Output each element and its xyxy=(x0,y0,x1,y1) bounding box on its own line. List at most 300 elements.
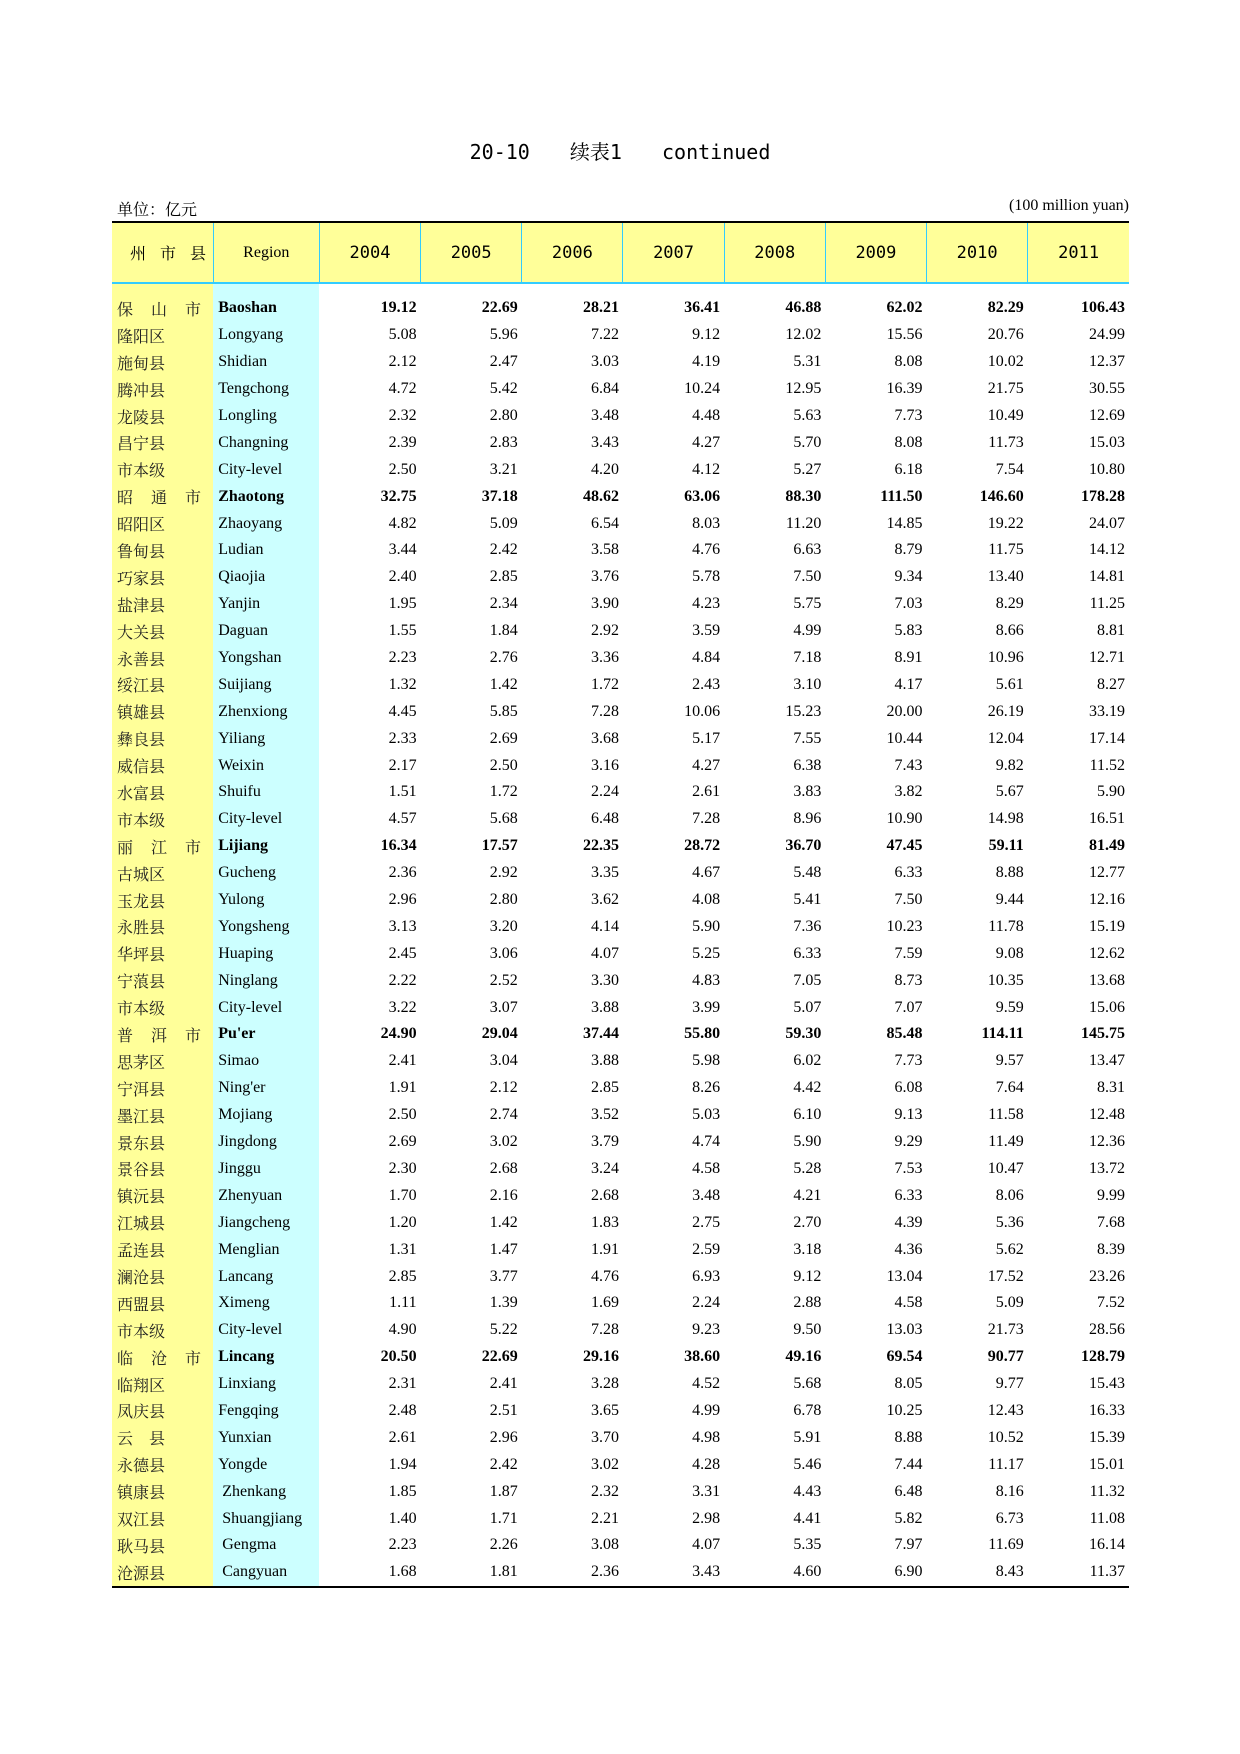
value-cell: 16.51 xyxy=(1089,810,1125,828)
value-cell: 5.35 xyxy=(793,1536,822,1554)
region-name-cn: 华坪县 xyxy=(112,940,213,967)
value-cell: 1.40 xyxy=(388,1509,417,1527)
value-cell: 2.45 xyxy=(388,944,417,962)
value-cell: 3.65 xyxy=(590,1401,619,1419)
value-cell: 8.88 xyxy=(894,1428,923,1446)
value-cell: 3.70 xyxy=(590,1428,619,1446)
value-cell: 10.25 xyxy=(886,1401,923,1419)
value-cell: 13.47 xyxy=(1089,1052,1125,1070)
region-name-cn: 墨江县 xyxy=(112,1102,213,1129)
value-cell: 3.90 xyxy=(590,595,619,613)
region-name-en: City-level xyxy=(213,994,319,1021)
table-row xyxy=(112,456,1129,483)
value-cell: 7.68 xyxy=(1097,1213,1125,1231)
value-cell: 4.27 xyxy=(692,433,721,451)
value-cell: 12.95 xyxy=(785,380,822,398)
value-cell: 2.96 xyxy=(489,1428,518,1446)
region-name-cn: 云 县 xyxy=(112,1424,213,1451)
value-cell: 15.06 xyxy=(1089,998,1125,1016)
region-name-en: Jingdong xyxy=(213,1129,319,1156)
value-cell: 7.73 xyxy=(894,1052,923,1070)
value-cell: 2.59 xyxy=(692,1240,721,1258)
region-name-en: Ludian xyxy=(213,537,319,564)
value-cell: 4.58 xyxy=(894,1294,923,1312)
table-row xyxy=(112,1505,1129,1532)
value-cell: 8.08 xyxy=(894,433,923,451)
value-cell: 7.64 xyxy=(995,1079,1024,1097)
region-name-cn: 永胜县 xyxy=(112,913,213,940)
prefecture-total-row xyxy=(112,1344,1129,1371)
value-cell: 2.42 xyxy=(489,1455,518,1473)
value-cell: 3.76 xyxy=(590,568,619,586)
value-cell: 8.27 xyxy=(1097,675,1125,693)
value-cell: 4.52 xyxy=(692,1375,721,1393)
value-cell: 8.06 xyxy=(995,1186,1024,1204)
region-name-en: Longyang xyxy=(213,322,319,349)
value-cell: 1.39 xyxy=(489,1294,518,1312)
value-cell: 20.76 xyxy=(987,326,1024,344)
value-cell: 1.11 xyxy=(389,1294,417,1312)
value-cell: 2.68 xyxy=(489,1159,518,1177)
table-row xyxy=(112,994,1129,1021)
value-cell: 63.06 xyxy=(684,487,721,505)
table-row xyxy=(112,1559,1129,1587)
value-cell: 16.33 xyxy=(1089,1401,1125,1419)
value-cell: 3.58 xyxy=(590,541,619,559)
value-cell: 11.25 xyxy=(1089,595,1125,613)
value-cell: 3.21 xyxy=(489,460,518,478)
value-cell: 11.78 xyxy=(988,917,1024,935)
value-cell: 3.99 xyxy=(692,998,721,1016)
value-cell: 48.62 xyxy=(582,487,619,505)
value-cell: 11.20 xyxy=(785,514,822,532)
value-cell: 6.33 xyxy=(894,864,923,882)
value-cell: 62.02 xyxy=(886,299,923,317)
value-cell: 8.96 xyxy=(793,810,822,828)
value-cell: 8.16 xyxy=(995,1482,1024,1500)
value-cell: 4.72 xyxy=(388,380,417,398)
header-region-en: Region xyxy=(213,222,319,283)
value-cell: 8.73 xyxy=(894,971,923,989)
value-cell: 11.69 xyxy=(988,1536,1024,1554)
value-cell: 13.03 xyxy=(886,1321,923,1339)
value-cell: 1.32 xyxy=(388,675,417,693)
prefecture-total-row xyxy=(112,833,1129,860)
value-cell: 6.48 xyxy=(590,810,619,828)
value-cell: 9.44 xyxy=(995,891,1024,909)
value-cell: 6.48 xyxy=(894,1482,923,1500)
table-row xyxy=(112,1156,1129,1183)
value-cell: 2.83 xyxy=(489,433,518,451)
value-cell: 28.21 xyxy=(582,299,619,317)
value-cell: 6.84 xyxy=(590,380,619,398)
value-cell: 4.20 xyxy=(590,460,619,478)
value-cell: 2.41 xyxy=(388,1052,417,1070)
value-cell: 7.07 xyxy=(894,998,923,1016)
value-cell: 5.63 xyxy=(793,407,822,424)
value-cell: 12.02 xyxy=(785,326,822,344)
value-cell: 2.85 xyxy=(590,1079,619,1097)
value-cell: 1.42 xyxy=(489,675,518,693)
value-cell: 4.99 xyxy=(793,622,822,640)
region-name-cn: 临翔区 xyxy=(112,1371,213,1398)
value-cell: 8.03 xyxy=(692,514,721,532)
table-row xyxy=(112,1129,1129,1156)
value-cell: 6.54 xyxy=(590,514,619,532)
value-cell: 46.88 xyxy=(785,299,822,317)
region-name-cn: 景东县 xyxy=(112,1129,213,1156)
region-name-en: Qiaojia xyxy=(213,564,319,591)
region-name-en: Jinggu xyxy=(213,1156,319,1183)
value-cell: 15.01 xyxy=(1089,1455,1125,1473)
value-cell: 16.34 xyxy=(380,837,417,855)
value-cell: 9.12 xyxy=(793,1267,822,1285)
value-cell: 5.67 xyxy=(995,783,1024,801)
value-cell: 2.80 xyxy=(489,891,518,909)
value-cell: 2.96 xyxy=(388,891,417,909)
region-name-en: Gengma xyxy=(213,1532,319,1559)
value-cell: 13.40 xyxy=(987,568,1024,586)
value-cell: 4.82 xyxy=(388,514,417,532)
value-cell: 4.74 xyxy=(692,1133,721,1151)
region-name-en: Shuifu xyxy=(213,779,319,806)
region-name-en: Pu'er xyxy=(213,1021,319,1048)
region-name-cn: 临 沧 市 xyxy=(112,1344,213,1371)
value-cell: 9.29 xyxy=(894,1133,923,1151)
value-cell: 2.26 xyxy=(489,1536,518,1554)
value-cell: 5.27 xyxy=(793,460,822,478)
value-cell: 37.44 xyxy=(582,1025,619,1043)
value-cell: 3.44 xyxy=(388,541,417,559)
value-cell: 2.42 xyxy=(489,541,518,559)
value-cell: 13.72 xyxy=(1089,1159,1125,1177)
value-cell: 32.75 xyxy=(380,487,417,505)
region-name-cn: 西盟县 xyxy=(112,1290,213,1317)
value-cell: 14.12 xyxy=(1089,541,1125,559)
value-cell: 9.08 xyxy=(995,944,1024,962)
prefecture-total-row xyxy=(112,483,1129,510)
region-name-en: Linxiang xyxy=(213,1371,319,1398)
region-name-en: City-level xyxy=(213,456,319,483)
value-cell: 10.49 xyxy=(987,407,1024,424)
table-row xyxy=(112,1263,1129,1290)
value-cell: 2.69 xyxy=(489,729,518,747)
region-name-en: Baoshan xyxy=(213,295,319,322)
value-cell: 10.02 xyxy=(987,353,1024,371)
value-cell: 2.41 xyxy=(489,1375,518,1393)
value-cell: 49.16 xyxy=(785,1348,822,1366)
value-cell: 6.90 xyxy=(894,1563,923,1581)
value-cell: 5.48 xyxy=(793,864,822,882)
region-name-en: Ximeng xyxy=(213,1290,319,1317)
value-cell: 47.45 xyxy=(886,837,923,855)
value-cell: 7.28 xyxy=(590,1321,619,1339)
header-year: 2007 xyxy=(623,222,724,283)
value-cell: 2.40 xyxy=(388,568,417,586)
value-cell: 146.60 xyxy=(979,487,1024,505)
table-row xyxy=(112,725,1129,752)
value-cell: 7.50 xyxy=(894,891,923,909)
value-cell: 38.60 xyxy=(684,1348,721,1366)
table-row xyxy=(112,698,1129,725)
value-cell: 5.08 xyxy=(388,326,417,344)
header-year: 2004 xyxy=(319,222,420,283)
region-name-cn: 双江县 xyxy=(112,1505,213,1532)
region-name-en: Lijiang xyxy=(213,833,319,860)
value-cell: 1.69 xyxy=(590,1294,619,1312)
region-name-en: Yunxian xyxy=(213,1424,319,1451)
region-name-en: Shidian xyxy=(213,349,319,376)
region-name-cn: 市本级 xyxy=(112,1317,213,1344)
value-cell: 8.31 xyxy=(1097,1079,1125,1097)
region-name-en: Zhenyuan xyxy=(213,1182,319,1209)
region-name-cn: 水富县 xyxy=(112,779,213,806)
value-cell: 8.43 xyxy=(995,1563,1024,1581)
value-cell: 3.79 xyxy=(590,1133,619,1151)
value-cell: 2.24 xyxy=(590,783,619,801)
value-cell: 1.94 xyxy=(388,1455,417,1473)
value-cell: 4.42 xyxy=(793,1079,822,1097)
value-cell: 1.68 xyxy=(388,1563,417,1581)
value-cell: 7.22 xyxy=(590,326,619,344)
value-cell: 5.85 xyxy=(489,702,518,720)
region-name-en: Yanjin xyxy=(213,591,319,618)
value-cell: 11.52 xyxy=(1089,756,1125,774)
value-cell: 29.16 xyxy=(582,1348,619,1366)
value-cell: 2.39 xyxy=(388,433,417,451)
value-cell: 19.22 xyxy=(987,514,1024,532)
table-row xyxy=(112,967,1129,994)
value-cell: 13.04 xyxy=(886,1267,923,1285)
region-name-en: Yongsheng xyxy=(213,913,319,940)
value-cell: 15.56 xyxy=(886,326,923,344)
value-cell: 2.22 xyxy=(388,971,417,989)
value-cell: 7.05 xyxy=(793,971,822,989)
region-name-cn: 宁蒗县 xyxy=(112,967,213,994)
value-cell: 7.55 xyxy=(793,729,822,747)
value-cell: 3.02 xyxy=(489,1133,518,1151)
table-row xyxy=(112,322,1129,349)
value-cell: 7.18 xyxy=(793,649,822,667)
value-cell: 3.22 xyxy=(388,998,417,1016)
value-cell: 3.08 xyxy=(590,1536,619,1554)
value-cell: 7.36 xyxy=(793,917,822,935)
value-cell: 2.30 xyxy=(388,1159,417,1177)
header-row xyxy=(112,222,1129,283)
value-cell: 3.83 xyxy=(793,783,822,801)
value-cell: 3.62 xyxy=(590,891,619,909)
value-cell: 7.52 xyxy=(1097,1294,1125,1312)
table-body xyxy=(112,283,1129,1587)
value-cell: 24.90 xyxy=(380,1025,417,1043)
statistics-table xyxy=(112,221,1129,1588)
region-name-cn: 孟连县 xyxy=(112,1236,213,1263)
value-cell: 30.55 xyxy=(1089,380,1125,398)
value-cell: 22.35 xyxy=(582,837,619,855)
value-cell: 8.88 xyxy=(995,864,1024,882)
value-cell: 1.42 xyxy=(489,1213,518,1231)
value-cell: 3.04 xyxy=(489,1052,518,1070)
value-cell: 10.24 xyxy=(684,380,721,398)
value-cell: 15.03 xyxy=(1089,433,1125,451)
region-name-cn: 市本级 xyxy=(112,456,213,483)
region-name-en: Zhenxiong xyxy=(213,698,319,725)
value-cell: 8.81 xyxy=(1097,622,1125,640)
value-cell: 2.68 xyxy=(590,1186,619,1204)
value-cell: 59.30 xyxy=(785,1025,822,1043)
value-cell: 5.17 xyxy=(692,729,721,747)
value-cell: 1.51 xyxy=(388,783,417,801)
value-cell: 15.39 xyxy=(1089,1428,1125,1446)
table-row xyxy=(112,806,1129,833)
table-row xyxy=(112,860,1129,887)
table-row xyxy=(112,1398,1129,1425)
region-name-en: Lincang xyxy=(213,1344,319,1371)
value-cell: 5.31 xyxy=(793,353,822,371)
value-cell: 85.48 xyxy=(886,1025,923,1043)
value-cell: 3.13 xyxy=(388,917,417,935)
value-cell: 3.18 xyxy=(793,1240,822,1258)
value-cell: 2.85 xyxy=(489,568,518,586)
value-cell: 114.11 xyxy=(981,1025,1024,1043)
region-name-en: Yongshan xyxy=(213,645,319,672)
region-name-en: Tengchong xyxy=(213,376,319,403)
value-cell: 4.17 xyxy=(894,675,923,693)
table-row xyxy=(112,752,1129,779)
value-cell: 3.88 xyxy=(590,1052,619,1070)
table-row xyxy=(112,1424,1129,1451)
region-name-en: Yongde xyxy=(213,1451,319,1478)
region-name-cn: 施甸县 xyxy=(112,349,213,376)
table-row xyxy=(112,618,1129,645)
value-cell: 5.28 xyxy=(793,1159,822,1177)
value-cell: 2.34 xyxy=(489,595,518,613)
header-year: 2008 xyxy=(724,222,825,283)
header-year: 2009 xyxy=(825,222,926,283)
region-name-cn: 普 洱 市 xyxy=(112,1021,213,1048)
value-cell: 8.08 xyxy=(894,353,923,371)
value-cell: 10.23 xyxy=(886,917,923,935)
region-name-en: Zhaotong xyxy=(213,483,319,510)
value-cell: 14.81 xyxy=(1089,568,1125,586)
value-cell: 4.57 xyxy=(388,810,417,828)
value-cell: 6.18 xyxy=(894,460,923,478)
value-cell: 11.08 xyxy=(1089,1509,1125,1527)
value-cell: 2.50 xyxy=(388,460,417,478)
value-cell: 24.07 xyxy=(1089,514,1125,532)
region-name-en: Lancang xyxy=(213,1263,319,1290)
value-cell: 5.68 xyxy=(489,810,518,828)
value-cell: 6.78 xyxy=(793,1401,822,1419)
value-cell: 2.88 xyxy=(793,1294,822,1312)
table-row xyxy=(112,1478,1129,1505)
table-row xyxy=(112,429,1129,456)
value-cell: 5.42 xyxy=(489,380,518,398)
table-row xyxy=(112,376,1129,403)
table-row xyxy=(112,913,1129,940)
value-cell: 3.28 xyxy=(590,1375,619,1393)
value-cell: 17.14 xyxy=(1089,729,1125,747)
value-cell: 4.07 xyxy=(590,944,619,962)
value-cell: 2.92 xyxy=(489,864,518,882)
value-cell: 10.44 xyxy=(886,729,923,747)
value-cell: 3.43 xyxy=(692,1563,721,1581)
value-cell: 69.54 xyxy=(886,1348,923,1366)
value-cell: 8.79 xyxy=(894,541,923,559)
value-cell: 3.31 xyxy=(692,1482,721,1500)
value-cell: 24.99 xyxy=(1089,326,1125,344)
value-cell: 4.41 xyxy=(793,1509,822,1527)
value-cell: 55.80 xyxy=(684,1025,721,1043)
value-cell: 12.48 xyxy=(1089,1106,1125,1124)
region-name-en: Shuangjiang xyxy=(213,1505,319,1532)
value-cell: 5.46 xyxy=(793,1455,822,1473)
value-cell: 6.02 xyxy=(793,1052,822,1070)
value-cell: 7.28 xyxy=(692,810,721,828)
value-cell: 28.56 xyxy=(1089,1321,1125,1339)
value-cell: 4.58 xyxy=(692,1159,721,1177)
region-name-cn: 景谷县 xyxy=(112,1156,213,1183)
table-row xyxy=(112,1209,1129,1236)
region-name-cn: 古城区 xyxy=(112,860,213,887)
value-cell: 5.78 xyxy=(692,568,721,586)
value-cell: 2.32 xyxy=(388,407,417,424)
region-name-cn: 彝良县 xyxy=(112,725,213,752)
region-name-en: Mojiang xyxy=(213,1102,319,1129)
value-cell: 9.12 xyxy=(692,326,721,344)
region-name-cn: 沧源县 xyxy=(112,1559,213,1587)
table-row xyxy=(112,1290,1129,1317)
region-name-en: Weixin xyxy=(213,752,319,779)
value-cell: 17.57 xyxy=(481,837,518,855)
header-year: 2006 xyxy=(522,222,623,283)
table-row xyxy=(112,940,1129,967)
unit-label-cn: 单位：亿元 xyxy=(117,202,198,219)
value-cell: 4.67 xyxy=(692,864,721,882)
value-cell: 5.62 xyxy=(995,1240,1024,1258)
region-name-cn: 永德县 xyxy=(112,1451,213,1478)
table-row xyxy=(112,510,1129,537)
value-cell: 23.26 xyxy=(1089,1267,1125,1285)
value-cell: 2.98 xyxy=(692,1509,721,1527)
region-name-en: Huaping xyxy=(213,940,319,967)
value-cell: 2.51 xyxy=(489,1401,518,1419)
region-name-en: City-level xyxy=(213,806,319,833)
page-title xyxy=(0,136,1240,165)
value-cell: 1.91 xyxy=(388,1079,417,1097)
value-cell: 106.43 xyxy=(1081,299,1125,317)
table-row xyxy=(112,1048,1129,1075)
value-cell: 2.61 xyxy=(388,1428,417,1446)
value-cell: 1.72 xyxy=(489,783,518,801)
value-cell: 3.68 xyxy=(590,729,619,747)
region-name-cn: 隆阳区 xyxy=(112,322,213,349)
value-cell: 4.23 xyxy=(692,595,721,613)
value-cell: 20.50 xyxy=(380,1348,417,1366)
value-cell: 28.72 xyxy=(684,837,721,855)
value-cell: 5.91 xyxy=(793,1428,822,1446)
value-cell: 3.52 xyxy=(590,1106,619,1124)
value-cell: 3.36 xyxy=(590,649,619,667)
value-cell: 2.12 xyxy=(489,1079,518,1097)
value-cell: 26.19 xyxy=(987,702,1024,720)
value-cell: 2.43 xyxy=(692,675,721,693)
value-cell: 3.16 xyxy=(590,756,619,774)
value-cell: 7.59 xyxy=(894,944,923,962)
value-cell: 5.83 xyxy=(894,622,923,640)
value-cell: 20.00 xyxy=(886,702,923,720)
value-cell: 2.69 xyxy=(388,1133,417,1151)
